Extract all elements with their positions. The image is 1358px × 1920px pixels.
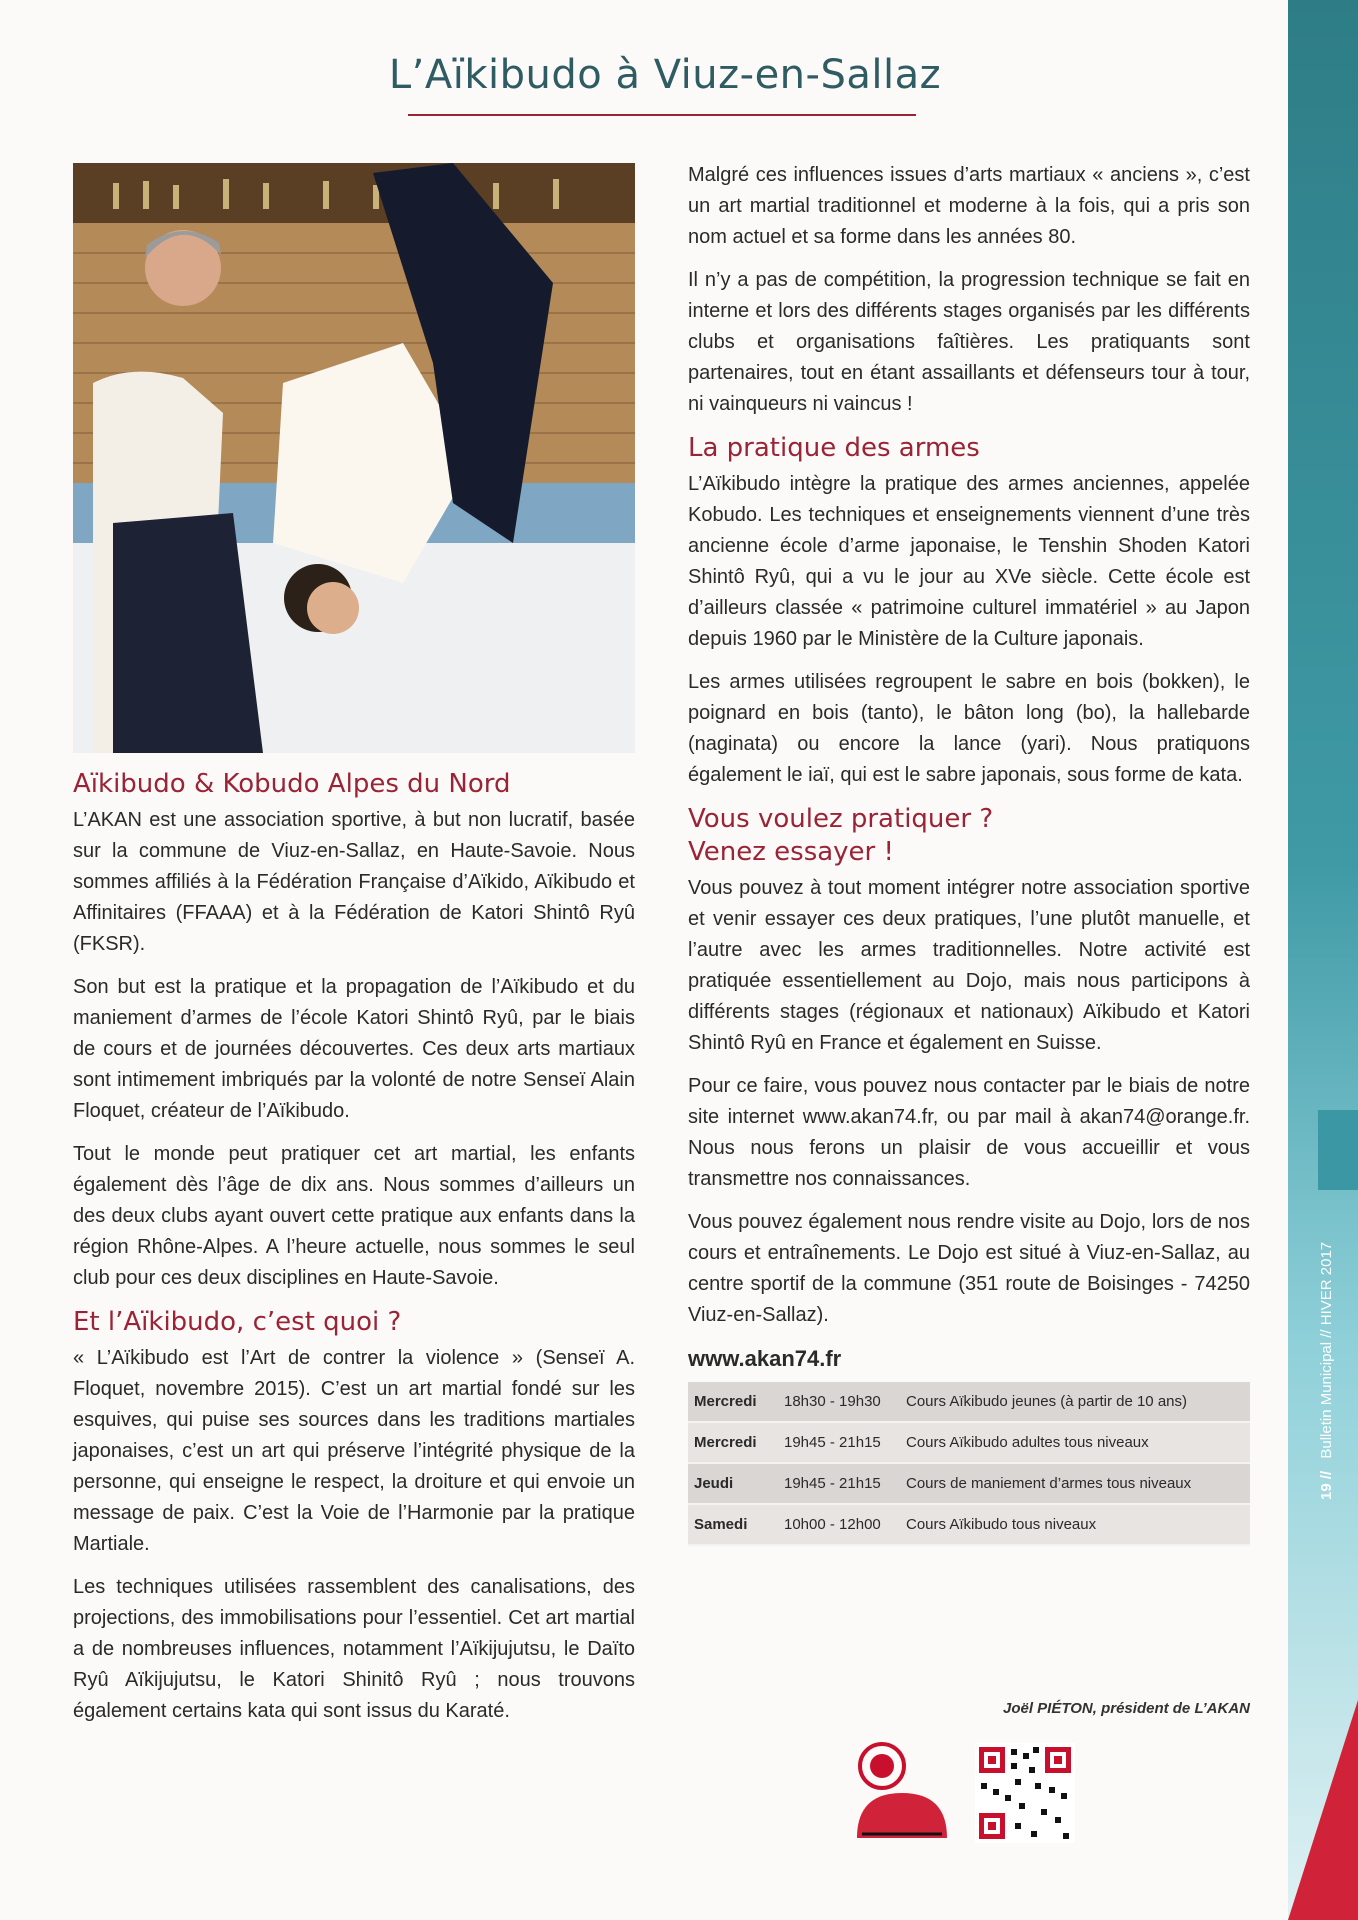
schedule-time: 10h00 - 12h00 <box>778 1504 900 1545</box>
table-row <box>688 1504 1250 1545</box>
paragraph: L’AKAN est une association sportive, à but non lucratif, basée sur la commune de Viuz-en-Sallaz, en Haute-Savoie. Nous sommes affiliés à la Fédération Française d’Aïkido, Aïkibudo et Affinitaires (FFAAA) et à la Fédération de Katori Shintô Ryû (FKSR). <box>73 809 635 955</box>
schedule-course: Cours Aïkibudo jeunes (à partir de 10 ans) <box>900 1382 1250 1422</box>
table-row <box>688 1382 1250 1422</box>
schedule-course: Cours de maniement d’armes tous niveaux <box>900 1463 1250 1504</box>
page-title: L’Aïkibudo à Viuz-en-Sallaz <box>388 52 942 98</box>
signature: Joël PIÉTON, président de L’AKAN <box>1003 1700 1250 1717</box>
schedule-day: Mercredi <box>688 1422 778 1463</box>
table-row <box>688 1422 1250 1463</box>
paragraph: Les armes utilisées regroupent le sabre en bois (bokken), le poignard en bois (tanto), le bâton long (bo), la hallebarde (naginata) ou encore la lance (yari). Nous pratiquons également le iaï, qui est le sabre japonais, sous forme de kata. <box>688 671 1250 786</box>
side-caption <box>1318 1170 1338 1510</box>
section-heading-weapons: La pratique des armes <box>688 433 980 463</box>
qr-code[interactable] <box>975 1743 1075 1843</box>
paragraph: Malgré ces influences issues d’arts martiaux « anciens », c’est un art martial traditionnel et moderne à la fois, qui a pris son nom actuel et sa forme dans les années 80. <box>688 164 1250 248</box>
akan-logo-icon <box>852 1738 952 1848</box>
heading-line: Venez essayer ! <box>688 837 894 867</box>
red-corner <box>1288 1700 1358 1920</box>
page-number: 19 // <box>1318 1470 1335 1500</box>
paragraph: Les techniques utilisées rassemblent des canalisations, des projections, des immobilisations pour l’essentiel. Cet art martial a de nombreuses influences, notamment l’Aïkijujutsu, le Daïto Ryû Aïkijujutsu, le Katori Shinitô Ryû ; nous trouvons également certains kata qui sont issus du Karaté. <box>73 1576 635 1722</box>
schedule-course: Cours Aïkibudo adultes tous niveaux <box>900 1422 1250 1463</box>
schedule-course: Cours Aïkibudo tous niveaux <box>900 1504 1250 1545</box>
paragraph: « L’Aïkibudo est l’Art de contrer la violence » (Senseï A. Floquet, novembre 2015). C’est un art martial fondé sur les esquives, qui puise ses sources dans les traditions martiales japonaises, c’est un art qui préserve l’intégrité physique de la personne, qui enseigne le respect, la droiture et qui envoie un message de paix. C’est la Voie de l’Harmonie par la pratique Martiale. <box>73 1347 635 1555</box>
section-heading-akan: Aïkibudo & Kobudo Alpes du Nord <box>73 769 511 799</box>
aikibudo-photo <box>73 163 635 753</box>
schedule-table <box>688 1382 1250 1546</box>
left-column <box>73 768 635 1739</box>
paragraph: Vous pouvez à tout moment intégrer notre association sportive et venir essayer ces deux pratiques, l’une plutôt manuelle, et l’autre avec les armes traditionnelles. Notre activité est pratiquée essentiellement au Dojo, mais nous participons à différents stages (régionaux et nationaux) Aïkibudo et Katori Shintô Ryû en France et également en Suisse. <box>688 877 1250 1054</box>
page-edge-band <box>1288 0 1358 1920</box>
website-link[interactable]: www.akan74.fr <box>688 1346 842 1371</box>
schedule-time: 18h30 - 19h30 <box>778 1382 900 1422</box>
photo-illustration <box>73 163 635 753</box>
right-column <box>688 160 1250 1546</box>
paragraph: Pour ce faire, vous pouvez nous contacter par le biais de notre site internet www.akan74.fr, ou par mail à akan74@orange.fr. Nous nous ferons un plaisir de vous accueillir et vous transmettre nos connaissances. <box>688 1075 1250 1190</box>
paragraph: Tout le monde peut pratiquer cet art martial, les enfants également dès l’âge de dix ans. Nous sommes d’ailleurs un des deux clubs ayant ouvert cette pratique aux enfants dans la région Rhône-Alpes. A l’heure actuelle, nous sommes le seul club pour ces deux disciplines en Haute-Savoie. <box>73 1143 635 1289</box>
bulletin-caption: Bulletin Municipal // HIVER 2017 <box>1318 1241 1335 1459</box>
title-underline <box>408 114 916 116</box>
schedule-day: Jeudi <box>688 1463 778 1504</box>
schedule-day: Mercredi <box>688 1382 778 1422</box>
paragraph: Vous pouvez également nous rendre visite au Dojo, lors de nos cours et entraînements. Le Dojo est situé à Viuz-en-Sallaz, au centre sportif de la commune (351 route de Boisinges - 74250 Viuz-en-Sallaz). <box>688 1211 1250 1326</box>
section-heading-try <box>688 803 1250 869</box>
table-row <box>688 1463 1250 1504</box>
akan-logo <box>852 1738 952 1848</box>
paragraph: Son but est la pratique et la propagation de l’Aïkibudo et du maniement d’armes de l’école Katori Shintô Ryû, par le biais de cours et de journées découvertes. Ces deux arts martiaux sont intimement imbriqués par la volonté de notre Senseï Alain Floquet, créateur de l’Aïkibudo. <box>73 976 635 1122</box>
heading-line: Vous voulez pratiquer ? <box>688 804 994 834</box>
paragraph: Il n’y a pas de compétition, la progression technique se fait en interne et lors des différents stages organisés par les différents clubs et organisations faîtières. Les pratiquants sont partenaires, tout en étant assaillants et défenseurs tour à tour, ni vainqueurs ni vaincus ! <box>688 269 1250 415</box>
section-heading-what-is: Et l’Aïkibudo, c’est quoi ? <box>73 1307 402 1337</box>
schedule-time: 19h45 - 21h15 <box>778 1463 900 1504</box>
paragraph: L’Aïkibudo intègre la pratique des armes anciennes, appelée Kobudo. Les techniques et enseignements viennent d’une très ancienne école d’arme japonaise, le Tenshin Shoden Katori Shintô Ryû, qui a vu le jour au XVe siècle. Cette école est d’ailleurs classée « patrimoine culturel immatériel » au Japon depuis 1960 par le Ministère de la Culture japonais. <box>688 473 1250 650</box>
schedule-time: 19h45 - 21h15 <box>778 1422 900 1463</box>
schedule-day: Samedi <box>688 1504 778 1545</box>
qr-code-icon <box>975 1743 1075 1843</box>
